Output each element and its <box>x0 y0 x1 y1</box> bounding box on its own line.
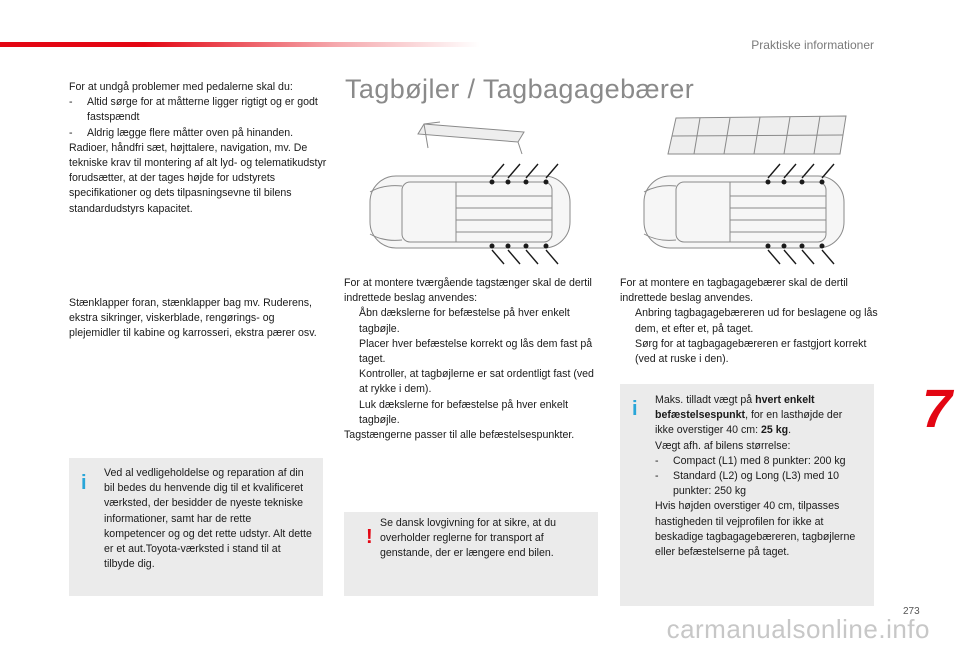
info-icon: i <box>81 472 87 494</box>
accessories-paragraph: Stænklapper foran, stænklapper bag mv. Ruderens, ekstra sikringer, viskerblade, rengørings- og plejemidler til kabine og karrosseri, ekstra pærer osv. <box>69 297 317 340</box>
list-item: Anbring tagbagagebæreren ud for beslagene og lås dem, et efter et, på taget. <box>635 307 878 335</box>
bars-intro: For at montere tværgående tagstænger skal de dertil indrettede beslag anvendes: <box>344 277 592 305</box>
watermark: carmanualsonline.info <box>666 614 930 644</box>
info-icon: i <box>632 398 638 420</box>
info-box-right <box>620 384 874 606</box>
pedal-intro: For at undgå problemer med pedalerne skal du: <box>69 81 293 93</box>
header-accent-bar <box>0 42 480 47</box>
middle-text-block <box>344 276 600 443</box>
radio-paragraph: Radioer, håndfri sæt, højttalere, navigation, mv. De tekniske krav til montering af alt lyd- og telematikudstyr forudsætter, at der tages højde for udstyrets specifikationer og dets tilpasningsevne til bilens standardudstyrs kapacitet. <box>69 141 327 215</box>
weight-size-intro: Vægt afh. af bilens størrelse: <box>655 439 791 452</box>
list-item: Luk dækslerne for befæstelse på hver enkelt tagbøjle. <box>359 398 569 426</box>
left-text-block-1 <box>69 80 327 217</box>
page-title: Tagbøjler / Tagbagagebærer <box>345 74 695 104</box>
roof-rack-illustration <box>620 110 874 272</box>
height-note: Hvis højden overstiger 40 cm, tilpasses hastigheden til vejprofilen for ikke at beskadige tagbagagebæreren, tagbøjlerne eller befæstelserne på taget. <box>655 500 856 559</box>
rack-intro: For at montere en tagbagagebærer skal de dertil indrettede beslag anvendes. <box>620 277 848 305</box>
chapter-number: 7 <box>922 379 953 439</box>
roof-bars-illustration <box>344 112 598 272</box>
list-item: Åbn dækslerne for befæstelse på hver enkelt tagbøjle. <box>359 307 570 335</box>
bars-outro: Tagstængerne passer til alle befæstelsespunkter. <box>344 429 575 442</box>
section-title: Praktiske informationer <box>751 38 874 52</box>
page-number: 273 <box>903 606 920 617</box>
right-text-block <box>620 276 878 367</box>
left-text-block-2 <box>69 296 325 342</box>
list-item: - Aldrig lægge flere måtter oven på hinanden. <box>69 126 294 139</box>
list-item: - Compact (L1) med 8 punkter: 200 kg <box>655 454 846 467</box>
info-box-left <box>69 458 323 596</box>
list-item: - Altid sørge for at måtterne ligger rigtigt og er godt fastspændt <box>69 96 318 124</box>
list-item: Placer hver befæstelse korrekt og lås dem fast på taget. <box>359 337 593 366</box>
warning-icon: ! <box>366 526 373 548</box>
list-item: Kontroller, at tagbøjlerne er sat ordentligt fast (ved at rykke i dem). <box>359 368 594 396</box>
weight-limit-text: Maks. tilladt vægt på hvert enkelt befæstelsespunkt, for en lasthøjde der ikke overstiger 40 cm: 25 kg. <box>655 394 843 437</box>
info-text: Ved al vedligeholdelse og reparation af din bil bedes du henvende dig til et kvalificeret værksted, der besidder de nyeste tekniske informationer, samt har de rette kompetencer og og det rette udstyr. Alt dette er et aut.Toyota-værksted i stand til at tilbyde dig. <box>104 467 312 571</box>
warning-text: Se dansk lovgivning for at sikre, at du overholder reglerne for transport af genstande, der er længere end bilen. <box>380 517 557 560</box>
list-item: Sørg for at tagbagagebæreren er fastgjort korrekt (ved at ruske i den). <box>635 337 867 366</box>
list-item: - Standard (L2) og Long (L3) med 10 punkter: 250 kg <box>655 470 840 498</box>
warning-box <box>344 512 598 596</box>
